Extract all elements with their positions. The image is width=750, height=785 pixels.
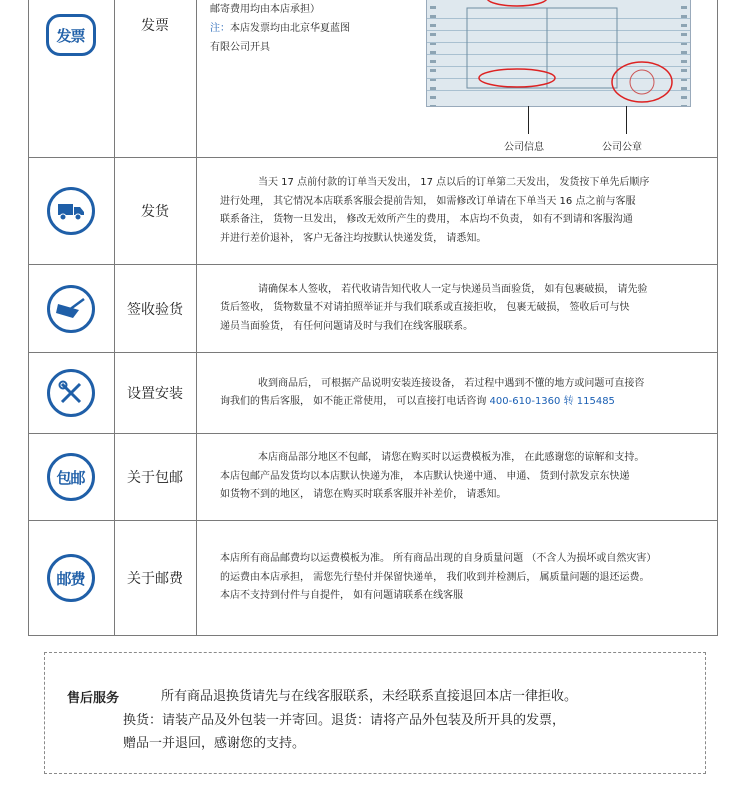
row-installation [28, 353, 718, 433]
row-shipping-fee [28, 521, 718, 635]
caption-company-seal: 公司公章 [602, 142, 642, 153]
caption-company-info: 公司信息 [504, 142, 544, 153]
after-sales-title: 售后服务 [67, 691, 120, 706]
row-label: 发票 [141, 18, 169, 34]
sign-text [220, 265, 710, 352]
text-line: 本店包邮产品发货均以本店默认快递为准， 本店默认快递中通、 申通、 货到付款发京东快递 [220, 470, 630, 482]
shipping-fee-icon-text: 邮费 [56, 569, 85, 588]
info-table [28, 0, 718, 636]
shipping-fee-text [220, 521, 710, 635]
row-shipping [28, 158, 718, 264]
text-line: 货后签收， 货物数量不对请拍照举证并与我们联系或直接拒收， 包裹无破损， 签收后可与快 [220, 302, 630, 314]
shipping-text [220, 158, 710, 264]
text-line: 的运费由本店承担， 需您先行垫付并保留快递单， 我们收到并检测后， 属质量问题的退还运费。 [220, 571, 650, 583]
install-icon-cell [28, 353, 113, 433]
invoice-note-line: 有限公司开具 [210, 42, 270, 53]
text-line: 本店不支持到付件与自提件， 如有问题请联系在线客服 [220, 590, 464, 602]
text-line: 如货物不到的地区， 请您在购买时联系客服并补差价， 请悉知。 [220, 489, 507, 501]
text-line: 并进行差价退补， 客户无备注均按默认快递发货， 请悉知。 [220, 232, 487, 244]
invoice-markup [427, 0, 690, 106]
pointer-line [626, 106, 627, 134]
invoice-icon-cell [28, 0, 113, 70]
truck-icon [47, 187, 95, 235]
text-line: 请确保本人签收， 若代收请告知代收人一定与快递员当面验货， 如有包裹破损， 请先验 [258, 283, 648, 295]
after-sales-line: 换货：请装产品及外包装一并寄回。退货：请将产品外包装及所开具的发票， [123, 713, 566, 728]
row-sign-inspect [28, 265, 718, 352]
invoice-text-line: 邮寄费用均由本店承担） [210, 4, 320, 15]
after-sales-line: 所有商品退换货请先与在线客服联系，未经联系直接退回本店一律拒收。 [161, 689, 578, 704]
invoice-note-line: 本店发票均由北京华夏蓝图 [230, 23, 350, 34]
row-invoice [28, 0, 718, 157]
row-divider [28, 635, 718, 636]
text-line: 收到商品后， 可根据产品说明安装连接设备， 若过程中遇到不懂的地方或问题可直接咨 [258, 377, 645, 389]
text-line: 询我们的售后客服， 如不能正常使用， 可以直接打电话咨询 [220, 396, 490, 407]
text-line: 当天 17 点前付款的订单当天发出， 17 点以后的订单第二天发出， 发货按下单先后顺序 [258, 177, 650, 188]
free-shipping-text [220, 434, 710, 520]
install-text [220, 353, 710, 433]
shipping-icon-cell [28, 158, 113, 264]
after-sales-line: 赠品一并退回，感谢您的支持。 [123, 736, 306, 751]
phone-number: 400-610-1360 转 115485 [489, 396, 615, 407]
invoice-note-prefix: 注： [210, 23, 230, 34]
free-shipping-icon [47, 453, 95, 501]
after-sales-box [44, 652, 706, 774]
row-label: 设置安装 [127, 386, 183, 402]
invoice-icon-text: 发票 [56, 26, 85, 45]
row-label: 关于邮费 [127, 571, 183, 587]
text-line: 递员当面验货， 有任何问题请及时与我们在线客服联系。 [220, 320, 474, 332]
row-label: 签收验货 [127, 301, 183, 318]
laptop-pen-icon [47, 285, 95, 333]
invoice-sample-image [426, 0, 691, 107]
shipping-fee-icon-cell [28, 521, 113, 635]
wrench-screwdriver-icon [47, 369, 95, 417]
free-shipping-icon-text: 包邮 [56, 468, 85, 487]
sign-icon-cell [28, 265, 113, 352]
shipping-fee-icon [47, 554, 95, 602]
row-free-shipping [28, 434, 718, 520]
text-line: 进行处理， 其它情况本店联系客服会提前告知， 如需修改订单请在下单当天 16 点之前与客服 [220, 195, 636, 207]
text-line: 本店商品部分地区不包邮， 请您在购买时以运费模板为准， 在此感谢您的谅解和支持。 [258, 452, 645, 464]
row-label: 关于包邮 [127, 470, 183, 486]
row-label: 发货 [141, 204, 169, 220]
invoice-text [210, 0, 410, 57]
pointer-line [528, 106, 529, 134]
invoice-icon [46, 14, 96, 56]
free-shipping-icon-cell [28, 434, 113, 520]
text-line: 本店所有商品邮费均以运费模板为准。 所有商品出现的自身质量问题 （不含人为损坏或自然灾害） [220, 553, 657, 565]
text-line: 联系备注， 货物一旦发出， 修改无效所产生的费用， 本店均不负责， 如有不到请和客服沟通 [220, 214, 633, 225]
